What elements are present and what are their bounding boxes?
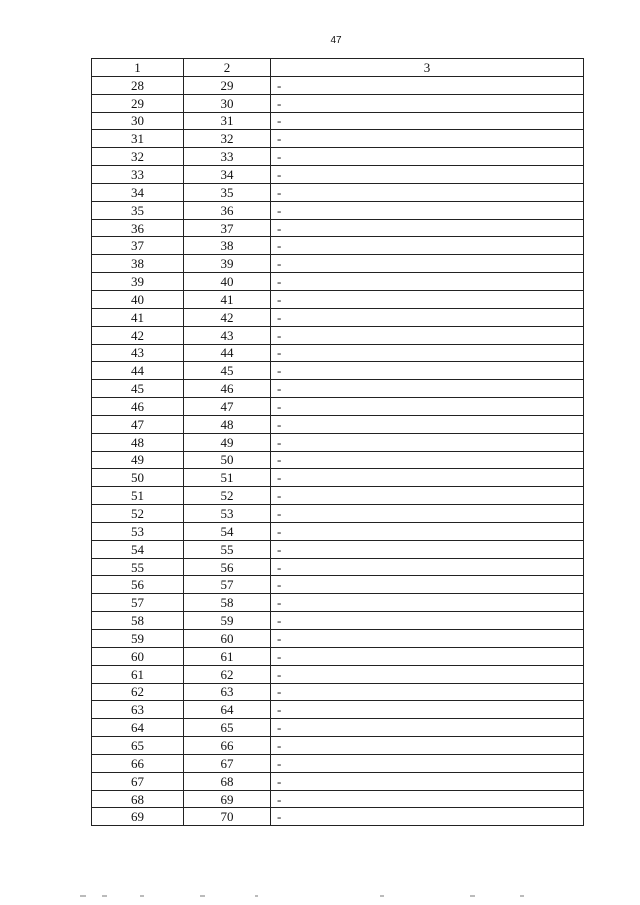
table-cell-col-1: 32	[92, 148, 184, 166]
table-cell-col-1: 67	[92, 772, 184, 790]
table-row	[92, 130, 584, 148]
table-cell-col-1: 42	[92, 326, 184, 344]
table-cell-col-3: -	[271, 112, 584, 130]
table-cell-col-1: 28	[92, 76, 184, 94]
table-cell-col-1: 61	[92, 665, 184, 683]
table-row	[92, 522, 584, 540]
table-cell-col-2: 32	[184, 130, 271, 148]
table-cell-col-3: -	[271, 166, 584, 184]
table-cell-col-2: 59	[184, 612, 271, 630]
table-cell-col-3: -	[271, 398, 584, 416]
table-row	[92, 148, 584, 166]
page-bottom-scan-artifact	[80, 893, 560, 899]
table-cell-col-3: -	[271, 701, 584, 719]
table-cell-col-3: -	[271, 647, 584, 665]
data-table	[91, 58, 584, 826]
table-row	[92, 76, 584, 94]
table-cell-col-1: 40	[92, 290, 184, 308]
header-row	[92, 59, 584, 77]
table-cell-col-2: 67	[184, 754, 271, 772]
table-cell-col-2: 68	[184, 772, 271, 790]
table-cell-col-3: -	[271, 326, 584, 344]
table-cell-col-2: 31	[184, 112, 271, 130]
table-cell-col-1: 46	[92, 398, 184, 416]
table-cell-col-1: 36	[92, 219, 184, 237]
table-cell-col-2: 52	[184, 487, 271, 505]
table-row	[92, 255, 584, 273]
table-cell-col-2: 53	[184, 505, 271, 523]
table-cell-col-1: 30	[92, 112, 184, 130]
table-cell-col-1: 29	[92, 94, 184, 112]
table-cell-col-2: 57	[184, 576, 271, 594]
table-cell-col-3: -	[271, 558, 584, 576]
table-cell-col-3: -	[271, 737, 584, 755]
table-cell-col-1: 31	[92, 130, 184, 148]
table-cell-col-1: 47	[92, 415, 184, 433]
table-cell-col-2: 40	[184, 273, 271, 291]
table-cell-col-1: 64	[92, 719, 184, 737]
table-cell-col-3: -	[271, 290, 584, 308]
table-cell-col-1: 63	[92, 701, 184, 719]
table-row	[92, 94, 584, 112]
table-cell-col-3: -	[271, 76, 584, 94]
table-row	[92, 166, 584, 184]
table-cell-col-2: 50	[184, 451, 271, 469]
table-row	[92, 737, 584, 755]
table-cell-col-2: 58	[184, 594, 271, 612]
table-row	[92, 415, 584, 433]
table-row	[92, 398, 584, 416]
table-row	[92, 505, 584, 523]
table-row	[92, 683, 584, 701]
table-row	[92, 540, 584, 558]
table-cell-col-1: 48	[92, 433, 184, 451]
table-cell-col-3: -	[271, 719, 584, 737]
table-cell-col-2: 54	[184, 522, 271, 540]
table-row	[92, 790, 584, 808]
table-cell-col-1: 59	[92, 630, 184, 648]
table-cell-col-2: 35	[184, 183, 271, 201]
table-row	[92, 665, 584, 683]
table-cell-col-3: -	[271, 808, 584, 826]
table-row	[92, 326, 584, 344]
table-cell-col-2: 48	[184, 415, 271, 433]
table-cell-col-3: -	[271, 790, 584, 808]
table-cell-col-1: 52	[92, 505, 184, 523]
table-cell-col-2: 65	[184, 719, 271, 737]
table-cell-col-3: -	[271, 237, 584, 255]
table-cell-col-3: -	[271, 433, 584, 451]
table-cell-col-2: 60	[184, 630, 271, 648]
table-cell-col-1: 56	[92, 576, 184, 594]
table-cell-col-1: 49	[92, 451, 184, 469]
table-cell-col-1: 33	[92, 166, 184, 184]
table-cell-col-1: 65	[92, 737, 184, 755]
table-cell-col-1: 66	[92, 754, 184, 772]
table-cell-col-3: -	[271, 487, 584, 505]
table-cell-col-2: 63	[184, 683, 271, 701]
column-header-1: 1	[92, 59, 184, 77]
table-cell-col-2: 29	[184, 76, 271, 94]
table-cell-col-2: 70	[184, 808, 271, 826]
table-cell-col-3: -	[271, 308, 584, 326]
table-cell-col-1: 53	[92, 522, 184, 540]
table-row	[92, 558, 584, 576]
table-cell-col-2: 46	[184, 380, 271, 398]
table-cell-col-2: 45	[184, 362, 271, 380]
table-row	[92, 344, 584, 362]
table-row	[92, 772, 584, 790]
table-cell-col-1: 34	[92, 183, 184, 201]
table-cell-col-3: -	[271, 594, 584, 612]
table-cell-col-1: 38	[92, 255, 184, 273]
table-cell-col-2: 38	[184, 237, 271, 255]
table-row	[92, 219, 584, 237]
table-cell-col-1: 50	[92, 469, 184, 487]
table-cell-col-2: 37	[184, 219, 271, 237]
table-cell-col-1: 62	[92, 683, 184, 701]
table-cell-col-1: 37	[92, 237, 184, 255]
table-cell-col-3: -	[271, 255, 584, 273]
table-cell-col-3: -	[271, 754, 584, 772]
table-cell-col-2: 34	[184, 166, 271, 184]
page-number: 47	[330, 35, 342, 46]
table-cell-col-2: 41	[184, 290, 271, 308]
table-cell-col-2: 51	[184, 469, 271, 487]
table-cell-col-1: 35	[92, 201, 184, 219]
table-cell-col-1: 45	[92, 380, 184, 398]
table-cell-col-2: 55	[184, 540, 271, 558]
table-cell-col-3: -	[271, 612, 584, 630]
table-cell-col-2: 39	[184, 255, 271, 273]
table-row	[92, 308, 584, 326]
table-cell-col-3: -	[271, 451, 584, 469]
table-cell-col-3: -	[271, 273, 584, 291]
table-cell-col-2: 47	[184, 398, 271, 416]
column-header-2: 2	[184, 59, 271, 77]
table-cell-col-3: -	[271, 130, 584, 148]
table-cell-col-3: -	[271, 148, 584, 166]
table-row	[92, 576, 584, 594]
table-cell-col-3: -	[271, 201, 584, 219]
table-row	[92, 290, 584, 308]
table-row	[92, 469, 584, 487]
table-cell-col-1: 54	[92, 540, 184, 558]
table-row	[92, 362, 584, 380]
table-row	[92, 112, 584, 130]
table-cell-col-3: -	[271, 219, 584, 237]
table-cell-col-2: 69	[184, 790, 271, 808]
table-cell-col-3: -	[271, 362, 584, 380]
table-cell-col-2: 44	[184, 344, 271, 362]
table-cell-col-1: 51	[92, 487, 184, 505]
table-cell-col-1: 43	[92, 344, 184, 362]
table-row	[92, 612, 584, 630]
table-cell-col-2: 33	[184, 148, 271, 166]
table-cell-col-3: -	[271, 380, 584, 398]
table-row	[92, 380, 584, 398]
table-row	[92, 754, 584, 772]
table-cell-col-2: 49	[184, 433, 271, 451]
table-cell-col-3: -	[271, 94, 584, 112]
table-cell-col-3: -	[271, 665, 584, 683]
table-cell-col-2: 64	[184, 701, 271, 719]
table-row	[92, 719, 584, 737]
column-header-3: 3	[271, 59, 584, 77]
table-cell-col-3: -	[271, 683, 584, 701]
table-cell-col-1: 57	[92, 594, 184, 612]
table-row	[92, 487, 584, 505]
table-cell-col-1: 44	[92, 362, 184, 380]
table-row	[92, 237, 584, 255]
table-cell-col-2: 62	[184, 665, 271, 683]
table-cell-col-3: -	[271, 415, 584, 433]
table-row	[92, 808, 584, 826]
table-cell-col-1: 60	[92, 647, 184, 665]
table-cell-col-3: -	[271, 576, 584, 594]
table-cell-col-3: -	[271, 183, 584, 201]
table-cell-col-1: 55	[92, 558, 184, 576]
table-header	[92, 59, 584, 77]
table-cell-col-3: -	[271, 772, 584, 790]
table-body	[92, 76, 584, 825]
table-cell-col-1: 68	[92, 790, 184, 808]
table-row	[92, 451, 584, 469]
table-cell-col-2: 66	[184, 737, 271, 755]
table-row	[92, 433, 584, 451]
table-cell-col-2: 43	[184, 326, 271, 344]
table-row	[92, 594, 584, 612]
table-cell-col-1: 69	[92, 808, 184, 826]
table-cell-col-2: 36	[184, 201, 271, 219]
table-row	[92, 273, 584, 291]
table-cell-col-3: -	[271, 505, 584, 523]
table-cell-col-3: -	[271, 344, 584, 362]
table-cell-col-2: 30	[184, 94, 271, 112]
table-cell-col-3: -	[271, 469, 584, 487]
table-row	[92, 183, 584, 201]
table-row	[92, 701, 584, 719]
table-cell-col-3: -	[271, 630, 584, 648]
table-cell-col-1: 39	[92, 273, 184, 291]
table-cell-col-3: -	[271, 540, 584, 558]
table-cell-col-2: 56	[184, 558, 271, 576]
table-row	[92, 630, 584, 648]
table-row	[92, 201, 584, 219]
table-cell-col-1: 41	[92, 308, 184, 326]
table-row	[92, 647, 584, 665]
table-cell-col-1: 58	[92, 612, 184, 630]
table-cell-col-2: 42	[184, 308, 271, 326]
table-cell-col-2: 61	[184, 647, 271, 665]
table-cell-col-3: -	[271, 522, 584, 540]
